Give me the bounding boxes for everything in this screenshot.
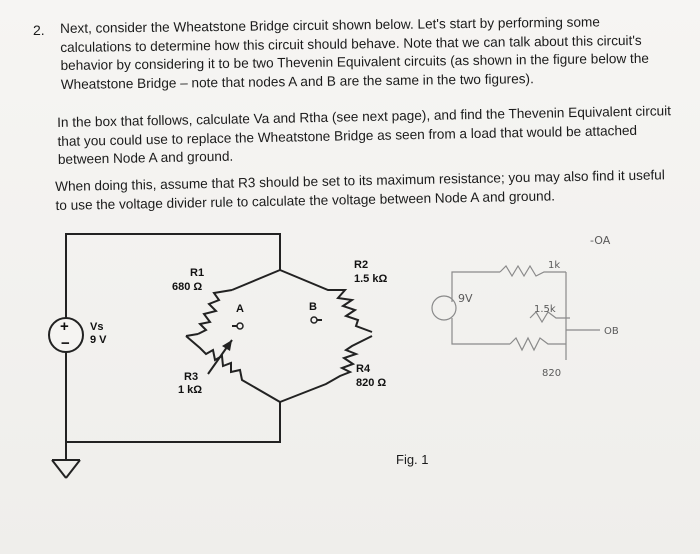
ground-icon — [52, 460, 80, 478]
r1-value: 680 Ω — [172, 281, 203, 293]
node-b-label: B — [309, 301, 317, 313]
handwritten-1-5k: 1.5k — [534, 304, 556, 315]
r4-name: R4 — [356, 363, 371, 375]
source-value: 9 V — [90, 334, 107, 346]
handwritten-9v: 9V — [458, 292, 473, 305]
handwritten-sketch — [432, 266, 600, 360]
source-plus-sign: + — [60, 318, 69, 335]
paragraph-assumption: When doing this, assume that R3 should be set to its maximum resistance; you may also find it useful to use the voltage divider rule to calculate the voltage between Node A and ground. — [55, 167, 665, 213]
handwritten-ob: OB — [604, 326, 619, 337]
r3-name: R3 — [184, 371, 199, 383]
r1-name: R1 — [190, 267, 205, 279]
circuit-wires — [66, 234, 372, 460]
r4-value: 820 Ω — [356, 377, 387, 389]
question-number: 2. — [33, 22, 45, 38]
paragraph-intro: Next, consider the Wheatstone Bridge circuit shown below. Let's start by performing some calculations to determine how this circuit should behave. Note that we can talk about this circuit's behavior by considering it to be two Thevenin Equivalent circuits (as shown in the figure below the Wheatstone Bridge – note that nodes A and B are the same in the two figures). — [60, 14, 649, 92]
paragraph-instructions: In the box that follows, calculate Va and Rtha (see next page), and find the Thevenin Equivalent circuit that you could use to replace the Wheatstone Bridge as seen from a load that would be attached between Node A and ground. — [57, 103, 672, 168]
source-minus-sign: − — [61, 335, 70, 352]
r2-value: 1.5 kΩ — [354, 273, 388, 285]
handwritten-820: 820 — [542, 368, 562, 379]
figure-caption: Fig. 1 — [396, 452, 429, 467]
r3-value: 1 kΩ — [178, 384, 203, 396]
r3-adjust-arrowhead — [222, 340, 232, 351]
source-name: Vs — [90, 321, 104, 333]
node-b-terminal — [311, 317, 317, 323]
node-a-label: A — [236, 303, 244, 315]
node-a-terminal — [237, 323, 243, 329]
r2-name: R2 — [354, 259, 369, 271]
handwritten-top-label: -OA — [590, 234, 611, 247]
handwritten-1k: 1k — [548, 260, 561, 271]
